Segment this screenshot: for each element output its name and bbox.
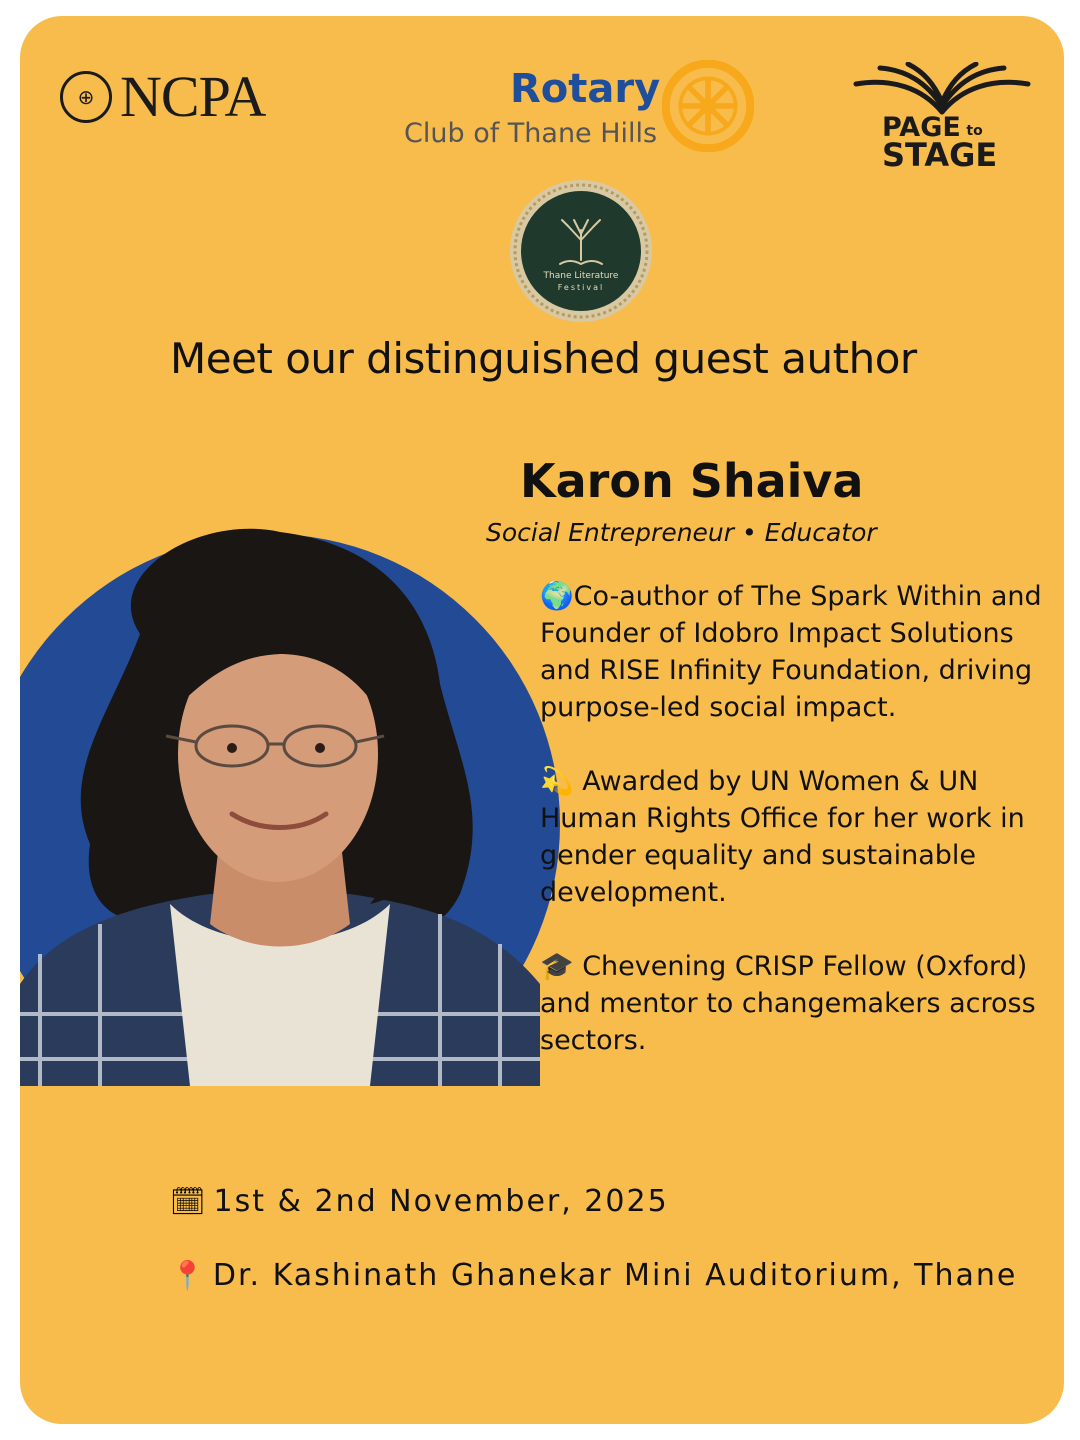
calendar-icon: 🗓	[170, 1185, 206, 1218]
headline: Meet our distinguished guest author	[170, 334, 917, 383]
page-to-stage-logo	[852, 62, 1032, 172]
ncpa-seal-icon: ⊕	[60, 71, 112, 123]
rotary-logo-word: Rotary	[510, 66, 661, 112]
rotary-logo	[404, 60, 764, 170]
rotary-wheel-icon	[662, 60, 754, 152]
bio-item: 🌍Co-author of The Spark Within and Founder of Idobro Impact Solutions and RISE Infinity Foundation, driving purpose-led social impact.	[540, 581, 1042, 723]
pts-to-word: to	[966, 123, 983, 140]
bio-item: 🎓 Chevening CRISP Fellow (Oxford) and mentor to changemakers across sectors.	[540, 951, 1036, 1056]
pts-stage-word: STAGE	[882, 135, 998, 174]
pin-icon: 📍	[170, 1259, 205, 1292]
event-venue	[170, 1250, 1040, 1302]
author-bio	[540, 578, 1050, 1096]
page-to-stage-text	[882, 112, 998, 174]
open-book-icon	[852, 62, 1032, 118]
author-photo	[20, 514, 540, 1086]
author-name: Karon Shaiva	[520, 454, 864, 508]
thane-literature-festival-logo	[508, 178, 654, 324]
rotary-logo-subtitle: Club of Thane Hills	[404, 118, 658, 149]
ncpa-logo-text: NCPA	[120, 64, 266, 129]
event-date-text: 1st & 2nd November, 2025	[213, 1184, 669, 1219]
ncpa-logo	[60, 64, 266, 129]
bio-item: 💫 Awarded by UN Women & UN Human Rights Office for her work in gender equality and sustainable development.	[540, 766, 1025, 908]
event-venue-text: Dr. Kashinath Ghanekar Mini Auditorium, Thane	[212, 1258, 1018, 1293]
tlf-line1: Thane Literature	[543, 271, 619, 281]
author-role: Social Entrepreneur • Educator	[486, 518, 877, 547]
poster-card	[20, 16, 1064, 1424]
event-date	[170, 1176, 669, 1228]
pts-page-word: PAGE	[882, 112, 961, 143]
tlf-line2: Festival	[557, 283, 605, 292]
